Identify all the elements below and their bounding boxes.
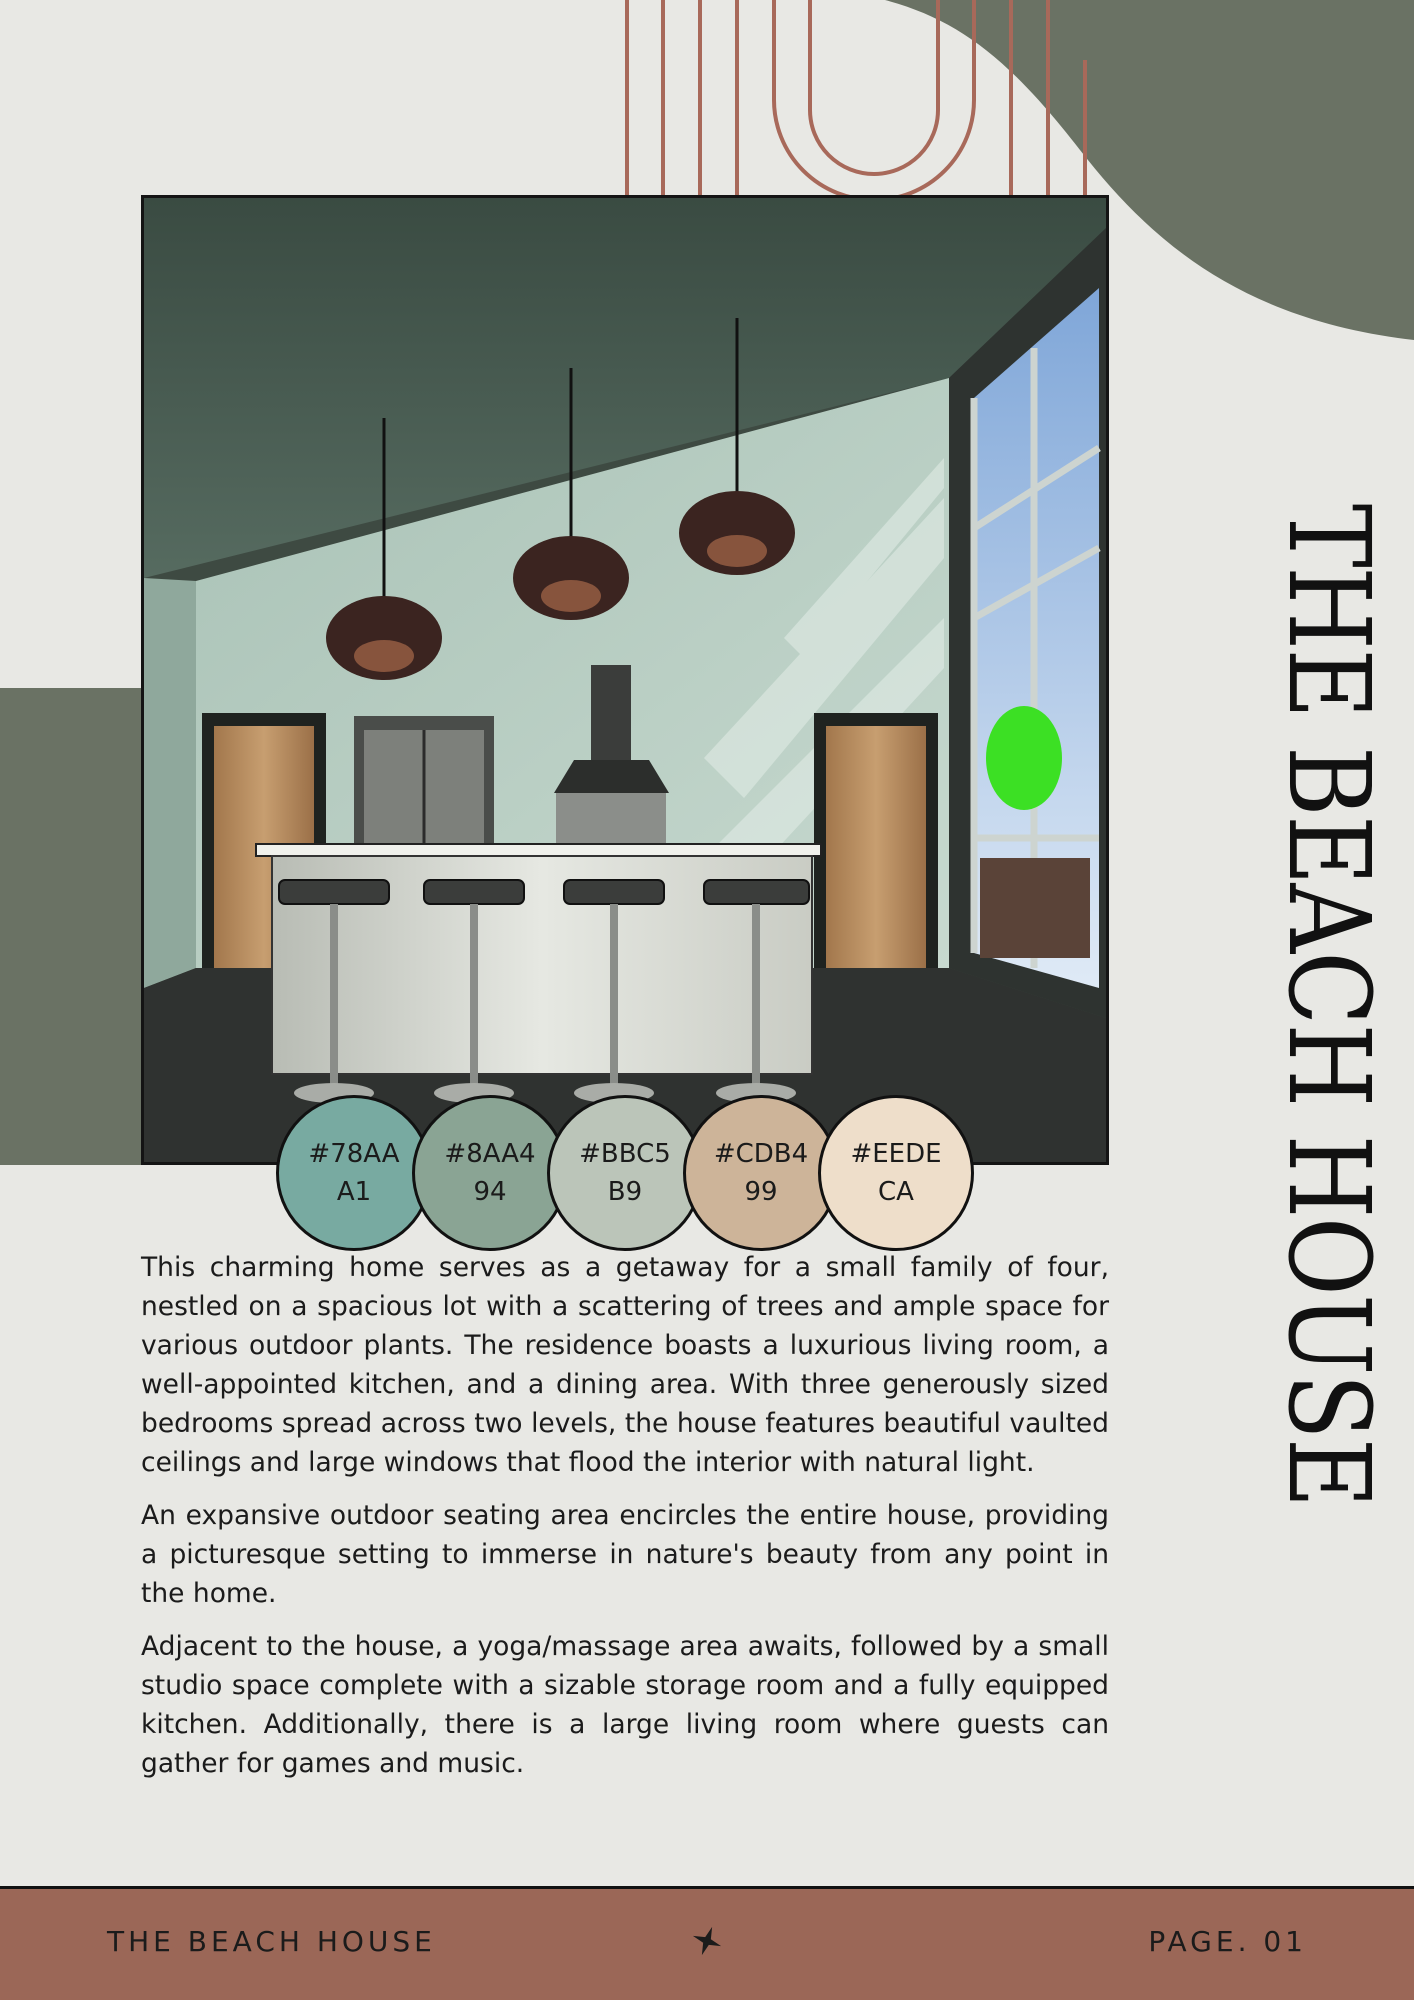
kitchen-render-image (141, 195, 1109, 1165)
swatch-hex-line2: A1 (336, 1177, 372, 1207)
swatch-hex-line1: #78AA (308, 1139, 400, 1169)
swatch-hex-line1: #8AA4 (444, 1139, 536, 1169)
color-swatch (276, 1095, 432, 1251)
four-point-star-icon (690, 1924, 724, 1958)
swatch-hex-line2: 94 (473, 1177, 507, 1207)
swatch-hex-line2: 99 (744, 1177, 778, 1207)
swatch-hex-line1: #BBC5 (579, 1139, 671, 1169)
footer-bar (0, 1886, 1414, 2000)
footer-title: THE BEACH HOUSE (107, 1925, 436, 1958)
swatch-hex-line2: B9 (607, 1177, 643, 1207)
left-sage-band (0, 688, 143, 1165)
swatch-hex-line2: CA (878, 1177, 914, 1207)
page-title-vertical (1263, 422, 1393, 1588)
paragraph: An expansive outdoor seating area encircles the entire house, providing a picturesque setting to immerse in nature's beauty from any point in the home. (141, 1500, 1109, 1609)
color-swatch (818, 1095, 974, 1251)
page-title-text: THE BEACH HOUSE (1263, 503, 1393, 1507)
color-swatch (547, 1095, 703, 1251)
swatch-hex-line1: #EEDE (850, 1139, 942, 1169)
paragraph: Adjacent to the house, a yoga/massage area awaits, followed by a small studio space complete with a sizable storage room and a fully equipped kitchen. Additionally, there is a large living room where guests can gather for games and music. (141, 1631, 1109, 1779)
description (141, 1248, 1109, 1797)
swatch-hex-line1: #CDB4 (713, 1139, 809, 1169)
paragraph: This charming home serves as a getaway for a small family of four, nestled on a spacious lot with a scattering of trees and ample space for various outdoor plants. The residence boasts a luxurious living room, a well-appointed kitchen, and a dining area. With three generously sized bedrooms spread across two levels, the house features beautiful vaulted ceilings and large windows that flood the interior with natural light. (141, 1252, 1109, 1478)
page-number: PAGE. 01 (1148, 1925, 1307, 1958)
color-palette (276, 1095, 976, 1255)
color-swatch (412, 1095, 568, 1251)
color-swatch (683, 1095, 839, 1251)
